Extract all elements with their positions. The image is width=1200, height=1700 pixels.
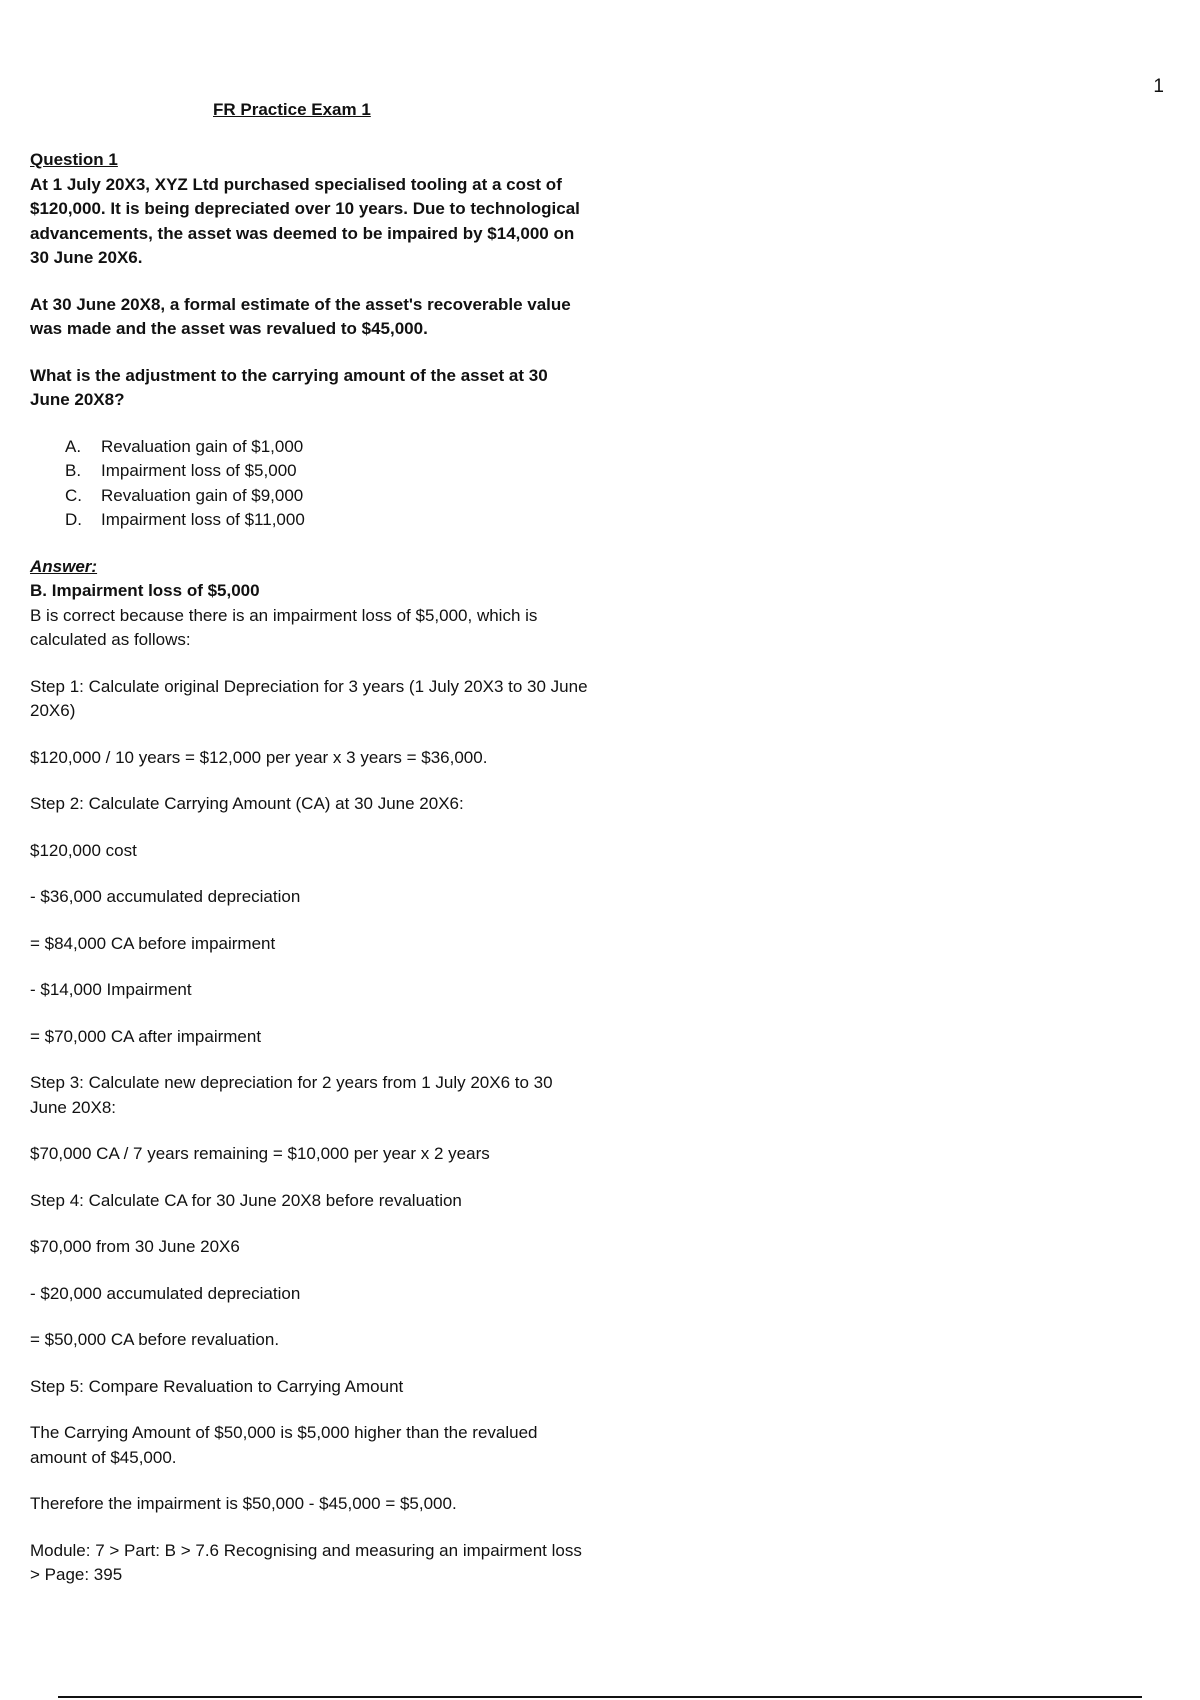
step-2: Step 2: Calculate Carrying Amount (CA) at 30 June 20X6:: [30, 794, 464, 813]
option-a: [65, 435, 590, 460]
answer-explanation: B is correct because there is an impairment loss of $5,000, which is calculated as follows:: [30, 605, 538, 649]
page-number: 1: [1153, 76, 1164, 97]
question-heading: Question 1: [30, 150, 118, 169]
step-5-result: Therefore the impairment is $50,000 - $45,000 = $5,000.: [30, 1494, 457, 1513]
document-title: FR Practice Exam 1: [213, 100, 371, 119]
step-1: Step 1: Calculate original Depreciation for 3 years (1 July 20X3 to 30 June 20X6): [30, 676, 588, 720]
step-5-compare: The Carrying Amount of $50,000 is $5,000 higher than the revalued amount of $45,000.: [30, 1423, 538, 1467]
option-text: Revaluation gain of $1,000: [101, 436, 304, 456]
step-4: Step 4: Calculate CA for 30 June 20X8 before revaluation: [30, 1190, 462, 1210]
answer-selected: B. Impairment loss of $5,000: [30, 581, 260, 600]
step-2-ca-before: = $84,000 CA before impairment: [30, 933, 276, 953]
step-4-start: $70,000 from 30 June 20X6: [30, 1237, 240, 1256]
step-2-ca-after: = $70,000 CA after impairment: [30, 1026, 262, 1046]
module-reference: Module: 7 > Part: B > 7.6 Recognising and measuring an impairment loss > Page: 395: [30, 1540, 582, 1584]
answer-heading: Answer:: [30, 556, 98, 576]
option-text: Impairment loss of $11,000: [101, 510, 305, 529]
option-letter: D.: [65, 510, 82, 529]
step-2-cost: $120,000 cost: [30, 840, 137, 860]
option-d: [65, 508, 590, 533]
step-3-calc: $70,000 CA / 7 years remaining = $10,000 per year x 2 years: [30, 1144, 490, 1163]
option-c: [65, 484, 590, 509]
option-letter: B.: [65, 461, 82, 480]
step-4-ca: = $50,000 CA before revaluation.: [30, 1330, 280, 1349]
step-3: Step 3: Calculate new depreciation for 2 years from 1 July 20X6 to 30 June 20X8:: [30, 1073, 553, 1117]
option-letter: C.: [65, 485, 82, 505]
answer-options-list: [65, 435, 590, 533]
step-2-depreciation: - $36,000 accumulated depreciation: [30, 887, 301, 906]
option-b: [65, 459, 590, 484]
step-5: Step 5: Compare Revaluation to Carrying Amount: [30, 1376, 404, 1396]
option-text: Revaluation gain of $9,000: [101, 485, 304, 505]
question-prompt: What is the adjustment to the carrying amount of the asset at 30 June 20X8?: [30, 365, 548, 409]
question-paragraph-2: At 30 June 20X8, a formal estimate of the asset's recoverable value was made and the asset was revalued to $45,000.: [30, 294, 571, 338]
question-paragraph-1: At 1 July 20X3, XYZ Ltd purchased specialised tooling at a cost of $120,000. It is being depreciated over 10 years. Due to technological advancements, the asset was deemed to be impaired by $14,000 on 30 June 20X6.: [30, 174, 580, 267]
footer-divider: [58, 1696, 1142, 1698]
step-2-impairment: - $14,000 Impairment: [30, 980, 192, 999]
step-1-calc: $120,000 / 10 years = $12,000 per year x 3 years = $36,000.: [30, 747, 488, 767]
option-text: Impairment loss of $5,000: [101, 461, 297, 480]
document-body: [30, 148, 590, 1588]
option-letter: A.: [65, 436, 82, 456]
step-4-depreciation: - $20,000 accumulated depreciation: [30, 1283, 301, 1303]
